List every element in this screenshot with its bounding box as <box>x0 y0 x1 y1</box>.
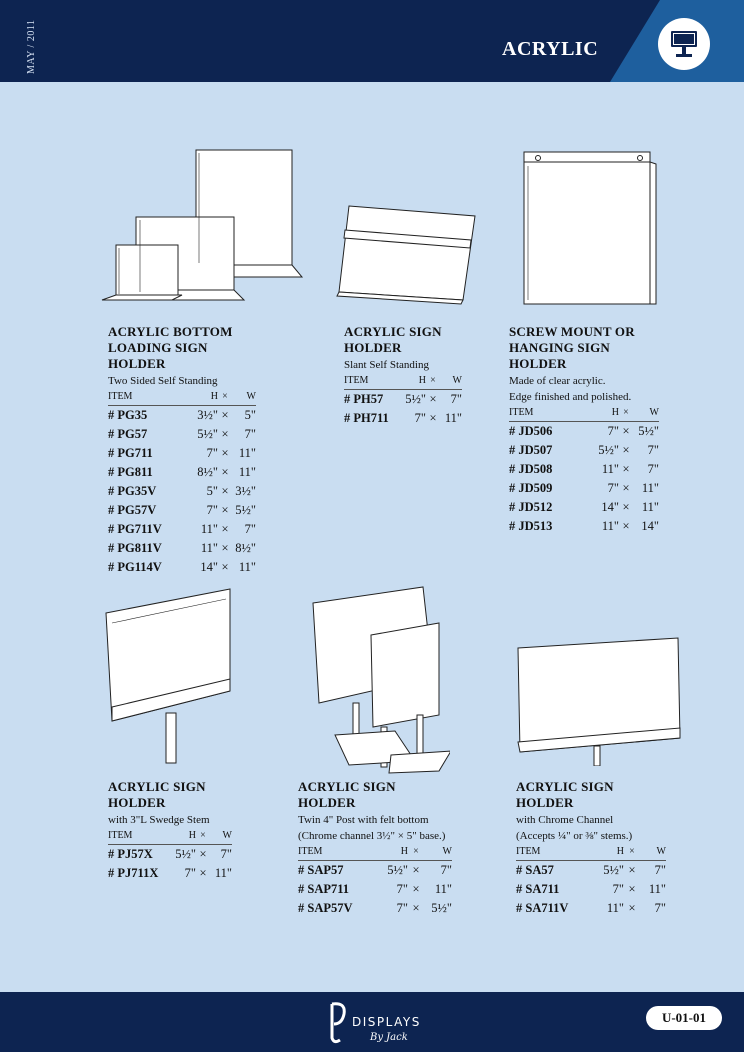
table-row <box>108 444 256 463</box>
item-height: 7" <box>414 411 426 425</box>
item-width: 7" <box>440 863 452 877</box>
product-subtitle: Twin 4" Post with felt bottom <box>298 814 429 826</box>
product-title: HOLDER <box>344 340 402 355</box>
col-h: H <box>611 407 619 418</box>
item-code: # PG711 <box>108 446 153 460</box>
item-code: # PH711 <box>344 411 389 425</box>
table-row <box>516 899 666 918</box>
product-block <box>516 779 666 918</box>
page-title: ACRYLIC <box>502 38 599 60</box>
item-code: # PG811 <box>108 465 153 479</box>
product-subtitle: with 3"L Swedge Stem <box>108 814 210 826</box>
col-x: × <box>430 375 436 386</box>
item-height: 5½" <box>197 427 218 441</box>
item-times: × <box>221 465 229 479</box>
col-h: H <box>400 846 408 857</box>
bottom-loading-holder-illustration <box>100 145 310 310</box>
item-times: × <box>221 560 229 574</box>
product-subtitle: Slant Self Standing <box>344 359 429 371</box>
item-times: × <box>412 863 420 877</box>
table-header <box>108 390 256 406</box>
item-times: × <box>221 427 229 441</box>
display-stand-icon <box>668 28 700 60</box>
item-width: 5½" <box>431 901 452 915</box>
item-times: × <box>429 411 437 425</box>
item-code: # PG811V <box>108 541 162 555</box>
col-x: × <box>629 846 635 857</box>
item-code: # PG57V <box>108 503 157 517</box>
table-row <box>516 861 666 880</box>
col-x: × <box>200 830 206 841</box>
item-width: 7" <box>647 462 659 476</box>
item-code: # PG57 <box>108 427 148 441</box>
item-height: 8½" <box>197 465 218 479</box>
item-times: × <box>221 408 229 422</box>
item-code: # SAP57V <box>298 901 353 915</box>
category-badge <box>658 18 710 70</box>
item-width: 14" <box>641 519 659 533</box>
product-block <box>344 324 462 428</box>
page-number: U-01-01 <box>646 1006 722 1030</box>
item-width: 11" <box>238 446 256 460</box>
item-code: # SA711 <box>516 882 560 896</box>
table-row <box>108 845 232 864</box>
item-width: 11" <box>434 882 452 896</box>
col-x: × <box>222 391 228 402</box>
item-times: × <box>628 863 636 877</box>
product-title: ACRYLIC SIGN HOLDER <box>516 779 614 810</box>
item-width: 7" <box>244 427 256 441</box>
item-times: × <box>199 866 207 880</box>
product-title: SCREW MOUNT OR <box>509 324 635 339</box>
col-w: W <box>656 846 666 857</box>
item-height: 7" <box>396 901 408 915</box>
item-code: # PG114V <box>108 560 162 574</box>
product-title: ACRYLIC SIGN <box>108 779 206 794</box>
item-height: 7" <box>396 882 408 896</box>
item-code: # JD509 <box>509 481 553 495</box>
item-times: × <box>221 541 229 555</box>
item-code: # JD507 <box>509 443 553 457</box>
item-times: × <box>628 901 636 915</box>
item-times: × <box>412 901 420 915</box>
col-h: H <box>616 846 624 857</box>
item-times: × <box>622 462 630 476</box>
product-title: ACRYLIC SIGN <box>344 324 442 339</box>
item-height: 7" <box>206 503 218 517</box>
page-footer <box>0 992 744 1052</box>
table-row <box>298 899 452 918</box>
item-times: × <box>429 392 437 406</box>
issue-date: MAY / 2011 <box>26 19 37 74</box>
slant-sign-holder-illustration <box>335 200 485 310</box>
table-header <box>108 829 232 845</box>
item-times: × <box>199 847 207 861</box>
table-header <box>344 374 462 390</box>
table-row <box>108 558 256 577</box>
table-row <box>108 463 256 482</box>
item-height: 14" <box>200 560 218 574</box>
product-subtitle: (Chrome channel 3½" × 5" base.) <box>298 830 446 842</box>
table-row <box>509 460 659 479</box>
item-code: # SAP711 <box>298 882 350 896</box>
table-header <box>509 406 659 422</box>
item-width: 5" <box>244 408 256 422</box>
item-code: # JD513 <box>509 519 553 533</box>
product-title: HOLDER <box>108 795 166 810</box>
table-header <box>516 845 666 861</box>
item-height: 7" <box>607 424 619 438</box>
item-height: 14" <box>601 500 619 514</box>
svg-text:By Jack: By Jack <box>370 1032 408 1043</box>
table-row <box>298 880 452 899</box>
page-header <box>0 0 744 82</box>
item-width: 11" <box>238 465 256 479</box>
product-block <box>108 324 256 577</box>
col-w: W <box>649 407 659 418</box>
product-block <box>298 779 452 918</box>
item-width: 11" <box>214 866 232 880</box>
table-row <box>298 861 452 880</box>
table-header <box>298 845 452 861</box>
table-row <box>509 498 659 517</box>
table-row <box>509 517 659 536</box>
item-height: 11" <box>606 901 624 915</box>
item-height: 5½" <box>405 392 426 406</box>
table-row <box>108 425 256 444</box>
item-height: 11" <box>200 522 218 536</box>
item-code: # PH57 <box>344 392 384 406</box>
table-row <box>108 864 232 883</box>
item-times: × <box>622 443 630 457</box>
product-title: HANGING SIGN HOLDER <box>509 340 610 371</box>
item-height: 7" <box>184 866 196 880</box>
item-width: 7" <box>244 522 256 536</box>
item-height: 7" <box>612 882 624 896</box>
table-row <box>108 539 256 558</box>
col-w: W <box>246 391 256 402</box>
item-times: × <box>221 446 229 460</box>
item-times: × <box>412 882 420 896</box>
item-width: 11" <box>238 560 256 574</box>
item-code: # JD512 <box>509 500 553 514</box>
table-row <box>509 441 659 460</box>
item-times: × <box>622 481 630 495</box>
col-x: × <box>623 407 629 418</box>
item-height: 11" <box>601 519 619 533</box>
item-times: × <box>622 424 630 438</box>
table-row <box>108 520 256 539</box>
product-subtitle: Two Sided Self Standing <box>108 375 218 387</box>
item-height: 11" <box>200 541 218 555</box>
item-width: 11" <box>444 411 462 425</box>
item-width: 7" <box>450 392 462 406</box>
item-times: × <box>221 484 229 498</box>
col-item: ITEM <box>344 375 369 386</box>
item-height: 5½" <box>598 443 619 457</box>
product-subtitle: Made of clear acrylic. <box>509 375 606 387</box>
item-code: # SAP57 <box>298 863 344 877</box>
item-width: 5½" <box>235 503 256 517</box>
table-row <box>344 390 462 409</box>
col-item: ITEM <box>298 846 323 857</box>
item-times: × <box>221 522 229 536</box>
chrome-channel-holder-illustration <box>510 636 685 766</box>
table-row <box>108 482 256 501</box>
product-title: ACRYLIC BOTTOM <box>108 324 233 339</box>
col-x: × <box>413 846 419 857</box>
item-code: # PG35V <box>108 484 157 498</box>
col-w: W <box>222 830 232 841</box>
item-times: × <box>221 503 229 517</box>
item-width: 11" <box>641 481 659 495</box>
svg-text:DISPLAYS: DISPLAYS <box>352 1015 421 1029</box>
col-item: ITEM <box>108 830 133 841</box>
swedge-stem-holder-illustration <box>100 585 240 765</box>
col-item: ITEM <box>516 846 541 857</box>
item-width: 11" <box>641 500 659 514</box>
item-code: # PJ711X <box>108 866 159 880</box>
item-times: × <box>622 519 630 533</box>
col-h: H <box>210 391 218 402</box>
table-row <box>108 501 256 520</box>
item-width: 11" <box>648 882 666 896</box>
item-times: × <box>628 882 636 896</box>
item-code: # PJ57X <box>108 847 153 861</box>
col-h: H <box>188 830 196 841</box>
item-width: 5½" <box>638 424 659 438</box>
item-height: 7" <box>206 446 218 460</box>
item-times: × <box>622 500 630 514</box>
item-code: # PG711V <box>108 522 162 536</box>
table-row <box>509 422 659 441</box>
table-row <box>108 406 256 425</box>
item-height: 5" <box>206 484 218 498</box>
item-width: 7" <box>654 901 666 915</box>
item-width: 7" <box>654 863 666 877</box>
product-subtitle: with Chrome Channel <box>516 814 614 826</box>
col-item: ITEM <box>509 407 534 418</box>
item-code: # SA57 <box>516 863 554 877</box>
item-height: 5½" <box>387 863 408 877</box>
item-height: 11" <box>601 462 619 476</box>
item-width: 8½" <box>235 541 256 555</box>
product-block <box>509 324 659 536</box>
item-height: 7" <box>607 481 619 495</box>
col-item: ITEM <box>108 391 133 402</box>
col-w: W <box>452 375 462 386</box>
twin-post-holder-illustration <box>305 585 450 775</box>
table-row <box>516 880 666 899</box>
col-h: H <box>418 375 426 386</box>
hanging-sign-holder-illustration <box>520 148 665 313</box>
item-code: # SA711V <box>516 901 569 915</box>
product-title: LOADING SIGN HOLDER <box>108 340 208 371</box>
item-height: 5½" <box>175 847 196 861</box>
table-row <box>344 409 462 428</box>
item-code: # JD508 <box>509 462 553 476</box>
item-height: 5½" <box>603 863 624 877</box>
item-code: # PG35 <box>108 408 148 422</box>
item-width: 7" <box>220 847 232 861</box>
product-block <box>108 779 232 883</box>
item-height: 3½" <box>197 408 218 422</box>
item-code: # JD506 <box>509 424 553 438</box>
product-title: ACRYLIC SIGN HOLDER <box>298 779 396 810</box>
product-subtitle: (Accepts ¼" or ⅜" stems.) <box>516 830 633 842</box>
table-row <box>509 479 659 498</box>
product-subtitle: Edge finished and polished. <box>509 391 632 403</box>
item-width: 7" <box>647 443 659 457</box>
displays-by-jack-logo <box>322 998 432 1046</box>
col-w: W <box>442 846 452 857</box>
item-width: 3½" <box>235 484 256 498</box>
